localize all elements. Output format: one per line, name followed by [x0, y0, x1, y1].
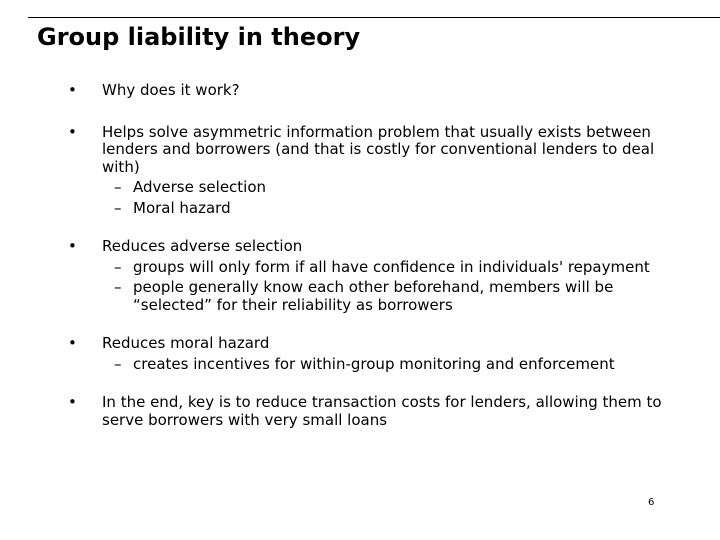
sub-item-text: Adverse selection: [133, 178, 267, 196]
bullet-text: Reduces adverse selection: [102, 237, 303, 255]
sub-item: [102, 179, 668, 197]
sub-item-text: Moral hazard: [133, 198, 231, 217]
dash-icon: –: [114, 257, 122, 276]
bullet-icon: •: [68, 393, 77, 411]
dash-icon: –: [114, 354, 122, 373]
sub-item-text: creates incentives for within-group monitoring and enforcement: [133, 354, 615, 373]
bullet-list: [68, 82, 668, 450]
bullet-text: In the end, key is to reduce transaction costs for lenders, allowing them to serve borrowers with very small loans: [102, 393, 662, 429]
bullet-text: Reduces moral hazard: [102, 334, 270, 352]
bullet-item: [68, 238, 668, 314]
sub-item: [102, 200, 668, 218]
bullet-item: [68, 124, 668, 218]
dash-icon: –: [114, 178, 122, 196]
dash-icon: –: [114, 278, 122, 296]
sub-item: [102, 356, 668, 374]
sub-item-text: groups will only form if all have confidence in individuals' repayment: [133, 257, 650, 276]
bullet-icon: •: [68, 334, 77, 352]
bullet-item: [68, 82, 668, 100]
dash-icon: –: [114, 198, 122, 217]
bullet-item: [68, 394, 668, 429]
slide-title: Group liability in theory: [37, 23, 361, 51]
top-rule: [28, 17, 720, 18]
sub-item-text: people generally know each other beforehand, members will be “selected” for their reliability as borrowers: [133, 278, 614, 314]
sub-item: [102, 279, 668, 314]
bullet-text: Why does it work?: [102, 81, 240, 99]
bullet-icon: •: [68, 81, 77, 99]
sub-item: [102, 259, 668, 277]
bullet-text: Helps solve asymmetric information problem that usually exists between lenders and borrowers (and that is costly for conventional lenders to deal with): [102, 122, 655, 176]
bullet-item: [68, 335, 668, 373]
page-number: 6: [648, 497, 655, 508]
bullet-icon: •: [68, 237, 77, 255]
bullet-icon: •: [68, 122, 77, 141]
